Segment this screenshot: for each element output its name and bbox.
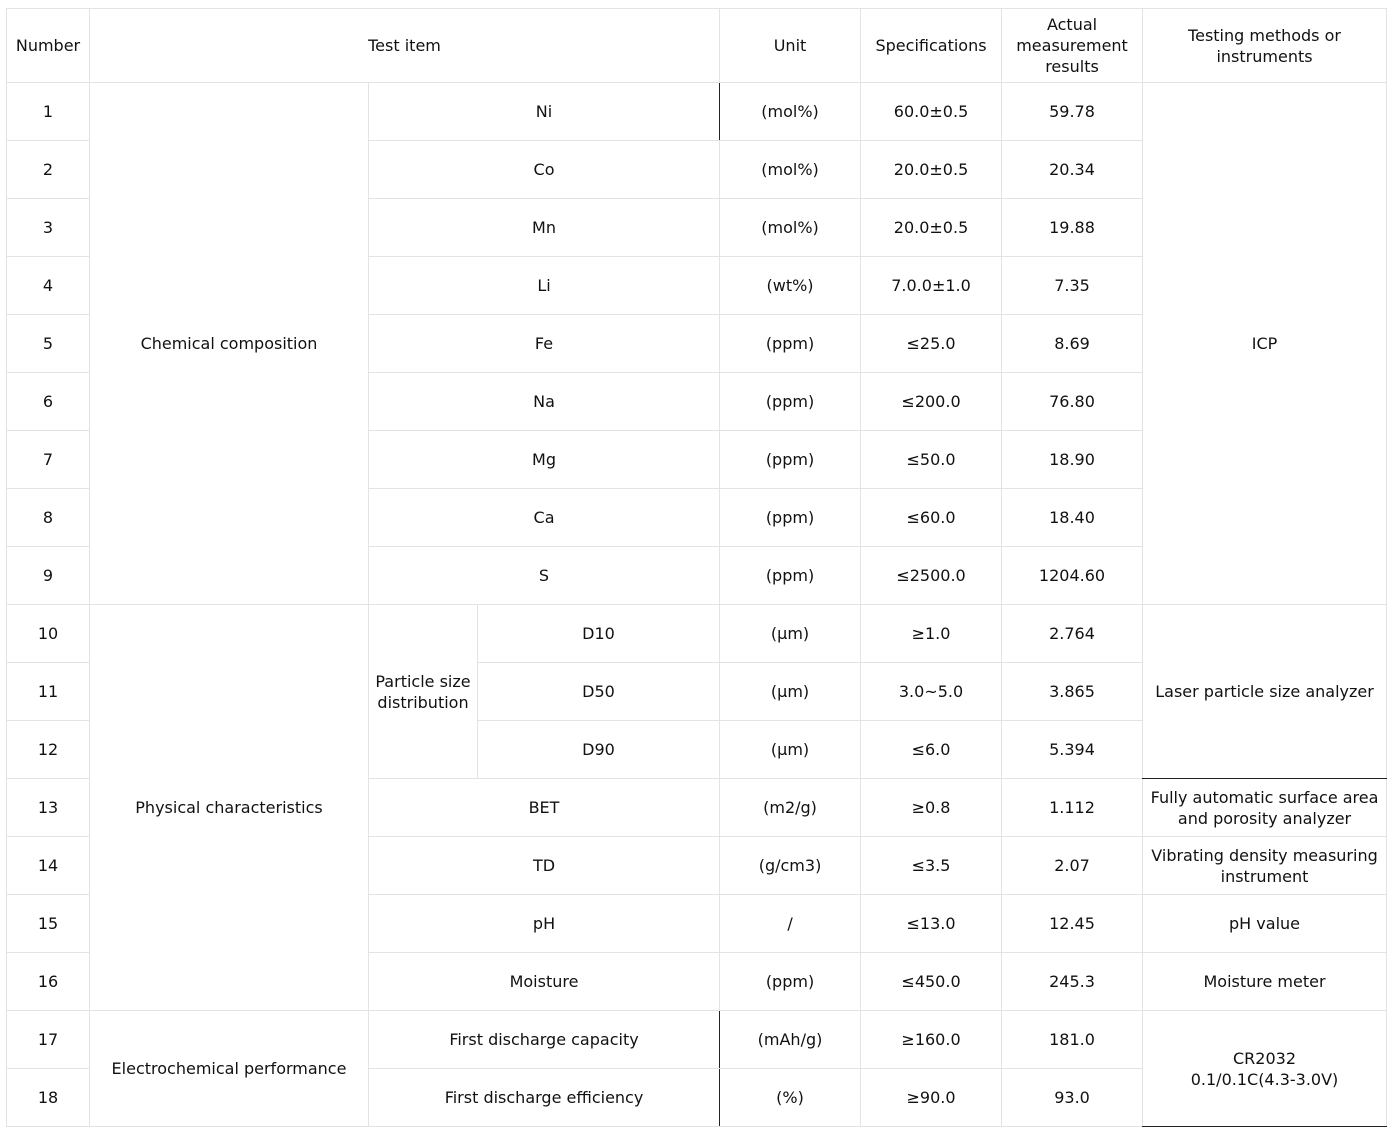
method-moisture-meter: Moisture meter [1143, 953, 1387, 1011]
method-laser-analyzer: Laser particle size analyzer [1143, 605, 1387, 779]
row-item: Moisture [369, 953, 720, 1011]
row-unit: (ppm) [720, 373, 861, 431]
header-number: Number [7, 9, 90, 83]
row-spec: ≥0.8 [861, 779, 1002, 837]
row-number: 10 [7, 605, 90, 663]
row-actual: 7.35 [1002, 257, 1143, 315]
row-unit: (mol%) [720, 83, 861, 141]
row-spec: 20.0±0.5 [861, 199, 1002, 257]
row-actual: 19.88 [1002, 199, 1143, 257]
row-actual: 1.112 [1002, 779, 1143, 837]
row-item: Mn [369, 199, 720, 257]
method-density-instrument: Vibrating density measuring instrument [1143, 837, 1387, 895]
row-spec: ≤50.0 [861, 431, 1002, 489]
header-unit: Unit [720, 9, 861, 83]
row-actual: 2.764 [1002, 605, 1143, 663]
row-spec: ≤2500.0 [861, 547, 1002, 605]
table-row [7, 83, 1387, 141]
row-actual: 181.0 [1002, 1011, 1143, 1069]
row-number: 13 [7, 779, 90, 837]
row-item: D90 [478, 721, 720, 779]
method-icp: ICP [1143, 83, 1387, 605]
row-item: Ni [369, 83, 720, 141]
row-actual: 20.34 [1002, 141, 1143, 199]
row-actual: 2.07 [1002, 837, 1143, 895]
row-number: 5 [7, 315, 90, 373]
row-actual: 8.69 [1002, 315, 1143, 373]
row-actual: 12.45 [1002, 895, 1143, 953]
row-item: pH [369, 895, 720, 953]
row-spec: 60.0±0.5 [861, 83, 1002, 141]
header-testing-methods: Testing methods or instruments [1143, 9, 1387, 83]
row-number: 17 [7, 1011, 90, 1069]
row-item: Ca [369, 489, 720, 547]
row-actual: 18.90 [1002, 431, 1143, 489]
row-unit: (μm) [720, 605, 861, 663]
row-item: D10 [478, 605, 720, 663]
row-spec: ≤450.0 [861, 953, 1002, 1011]
row-actual: 5.394 [1002, 721, 1143, 779]
row-unit: (mol%) [720, 141, 861, 199]
row-actual: 245.3 [1002, 953, 1143, 1011]
row-unit: (μm) [720, 663, 861, 721]
row-spec: ≤6.0 [861, 721, 1002, 779]
row-spec: ≥1.0 [861, 605, 1002, 663]
row-actual: 93.0 [1002, 1069, 1143, 1127]
row-item: TD [369, 837, 720, 895]
method-cr2032-line1: CR2032 [1233, 1048, 1297, 1068]
row-number: 3 [7, 199, 90, 257]
row-number: 16 [7, 953, 90, 1011]
method-cr2032 [1143, 1011, 1387, 1127]
group-particle-size-distribution: Particle size distribution [369, 605, 478, 779]
row-unit: / [720, 895, 861, 953]
row-unit: (ppm) [720, 489, 861, 547]
row-number: 7 [7, 431, 90, 489]
row-number: 4 [7, 257, 90, 315]
row-unit: (wt%) [720, 257, 861, 315]
test-results-table [6, 8, 1387, 1127]
row-item: S [369, 547, 720, 605]
row-unit: (mol%) [720, 199, 861, 257]
row-unit: (ppm) [720, 431, 861, 489]
row-unit: (ppm) [720, 953, 861, 1011]
row-spec: 3.0~5.0 [861, 663, 1002, 721]
row-spec: ≤13.0 [861, 895, 1002, 953]
row-item: First discharge efficiency [369, 1069, 720, 1127]
header-specifications: Specifications [861, 9, 1002, 83]
method-cr2032-line2: 0.1/0.1C(4.3-3.0V) [1190, 1069, 1339, 1089]
row-number: 6 [7, 373, 90, 431]
group-electrochemical-performance: Electrochemical performance [90, 1011, 369, 1127]
row-number: 1 [7, 83, 90, 141]
row-unit: (g/cm3) [720, 837, 861, 895]
row-unit: (mAh/g) [720, 1011, 861, 1069]
row-item: Mg [369, 431, 720, 489]
row-number: 12 [7, 721, 90, 779]
row-actual: 1204.60 [1002, 547, 1143, 605]
row-number: 2 [7, 141, 90, 199]
row-actual: 18.40 [1002, 489, 1143, 547]
row-item: Na [369, 373, 720, 431]
method-bet-analyzer: Fully automatic surface area and porosity analyzer [1143, 779, 1387, 837]
row-spec: 20.0±0.5 [861, 141, 1002, 199]
row-item: Fe [369, 315, 720, 373]
row-number: 18 [7, 1069, 90, 1127]
row-spec: 7.0.0±1.0 [861, 257, 1002, 315]
row-unit: (%) [720, 1069, 861, 1127]
row-number: 15 [7, 895, 90, 953]
method-ph-value: pH value [1143, 895, 1387, 953]
row-unit: (ppm) [720, 315, 861, 373]
row-spec: ≥90.0 [861, 1069, 1002, 1127]
row-spec: ≤60.0 [861, 489, 1002, 547]
row-number: 9 [7, 547, 90, 605]
row-actual: 3.865 [1002, 663, 1143, 721]
table-row [7, 605, 1387, 663]
row-spec: ≤25.0 [861, 315, 1002, 373]
row-number: 8 [7, 489, 90, 547]
header-row [7, 9, 1387, 83]
row-spec: ≤200.0 [861, 373, 1002, 431]
row-spec: ≥160.0 [861, 1011, 1002, 1069]
row-number: 11 [7, 663, 90, 721]
row-item: D50 [478, 663, 720, 721]
row-spec: ≤3.5 [861, 837, 1002, 895]
header-actual-results: Actual measurement results [1002, 9, 1143, 83]
row-number: 14 [7, 837, 90, 895]
row-unit: (ppm) [720, 547, 861, 605]
row-unit: (m2/g) [720, 779, 861, 837]
row-actual: 76.80 [1002, 373, 1143, 431]
group-physical-characteristics: Physical characteristics [90, 605, 369, 1011]
group-chemical-composition: Chemical composition [90, 83, 369, 605]
row-actual: 59.78 [1002, 83, 1143, 141]
row-item: Co [369, 141, 720, 199]
table-row [7, 1011, 1387, 1069]
header-test-item: Test item [90, 9, 720, 83]
row-item: BET [369, 779, 720, 837]
row-unit: (μm) [720, 721, 861, 779]
row-item: First discharge capacity [369, 1011, 720, 1069]
row-item: Li [369, 257, 720, 315]
